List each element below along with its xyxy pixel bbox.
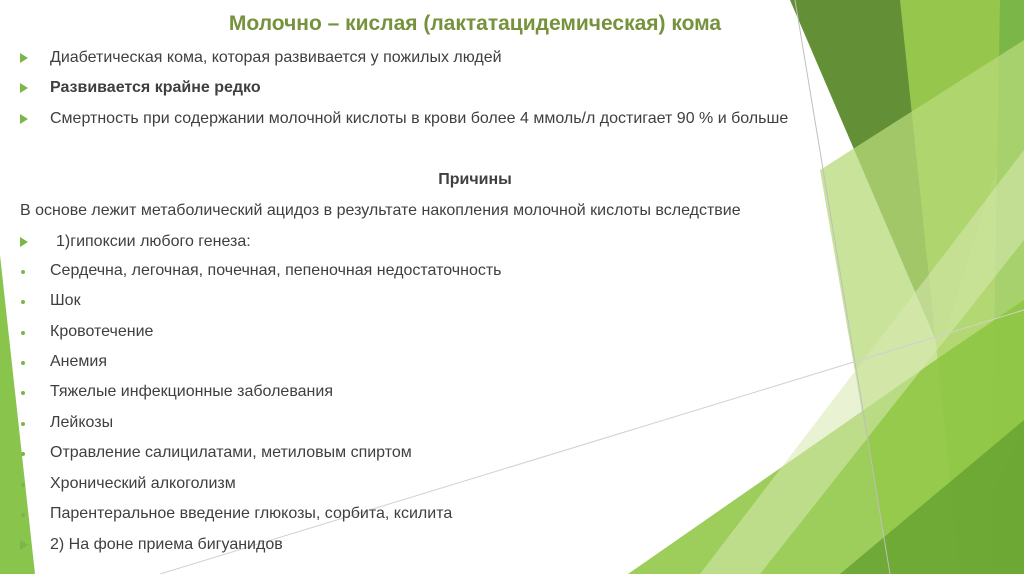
- cause-text: Тяжелые инфекционные заболевания: [50, 383, 333, 400]
- causes-intro: В основе лежит метаболический ацидоз в результате накопления молочной кислоты вследствие: [20, 202, 741, 219]
- cause-text: Лейкозы: [50, 414, 114, 431]
- triangle-bullet-icon: [20, 83, 28, 93]
- dot-bullet-icon: [21, 391, 25, 395]
- triangle-bullet-icon: [20, 53, 28, 63]
- dot-bullet-icon: [21, 452, 25, 456]
- bullet-text: Диабетическая кома, которая развивается у пожилых людей: [50, 49, 502, 66]
- cause-text: Шок: [50, 292, 81, 309]
- cause-text: Анемия: [50, 353, 108, 370]
- bullet-text: Смертность при содержании молочной кислоты в крови более 4 ммоль/л достигает 90 % и больше: [50, 110, 789, 127]
- cause-text: Кровотечение: [50, 323, 154, 340]
- cause-text: Парентеральное введение глюкозы, сорбита, ксилита: [50, 505, 453, 522]
- dot-bullet-icon: [21, 300, 25, 304]
- bullet-text: Развивается крайне редко: [50, 79, 261, 96]
- dot-bullet-icon: [21, 422, 25, 426]
- triangle-bullet-icon: [20, 114, 28, 124]
- cause-text: Отравление салицилатами, метиловым спиртом: [50, 444, 412, 461]
- causes-heading: Причины: [438, 171, 512, 188]
- dot-bullet-icon: [21, 483, 25, 487]
- dot-bullet-icon: [21, 361, 25, 365]
- triangle-bullet-icon: [20, 237, 28, 247]
- cause-text: Хронический алкоголизм: [50, 475, 236, 492]
- triangle-bullet-icon: [20, 540, 28, 550]
- cause-text: Сердечна, легочная, почечная, пепеночная недостаточность: [50, 262, 502, 279]
- left-accent-shape: [0, 255, 35, 574]
- dot-bullet-icon: [21, 513, 25, 517]
- dot-bullet-icon: [21, 270, 25, 274]
- sub-heading-text: 1)гипоксии любого генеза:: [56, 233, 251, 250]
- slide-title: Молочно – кислая (лактатацидемическая) кома: [228, 12, 722, 35]
- bullet-text: 2) На фоне приема бигуанидов: [50, 536, 283, 553]
- dot-bullet-icon: [21, 331, 25, 335]
